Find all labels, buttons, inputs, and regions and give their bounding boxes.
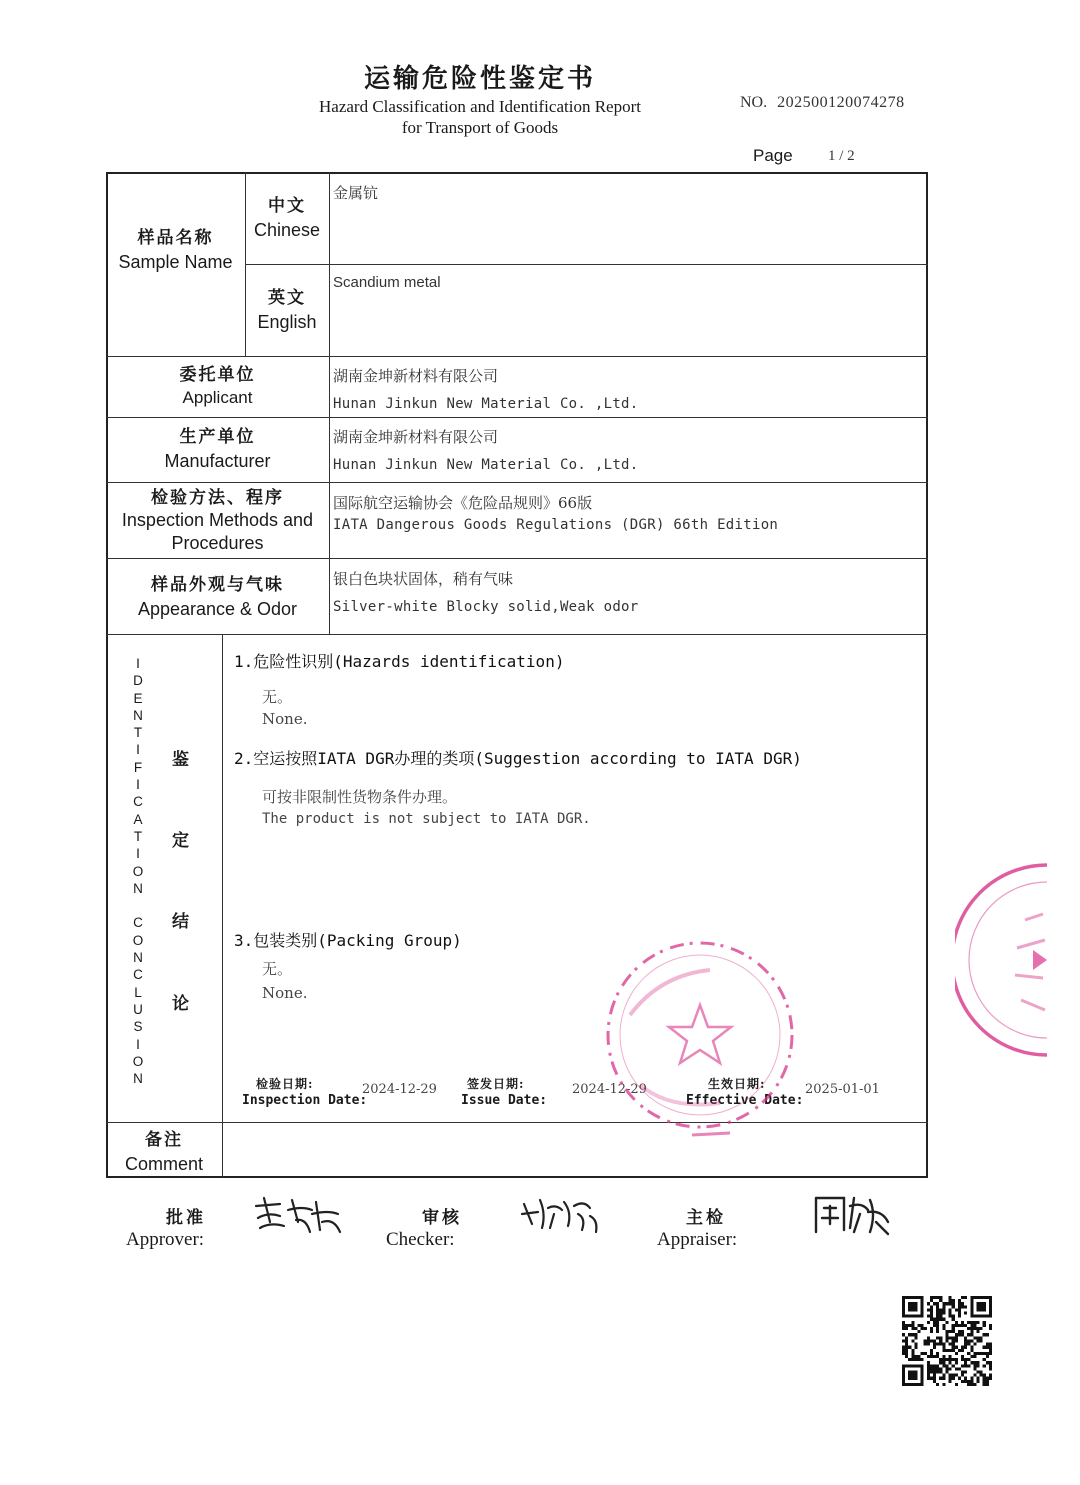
divider: [106, 356, 928, 357]
issue-date-label-cn: [467, 1073, 524, 1092]
issue-date-cn: 签发日期:: [467, 1077, 525, 1091]
inspection-methods-label-en-line1: Inspection Methods and: [121, 510, 314, 531]
checker-label-cn: 审核: [422, 1208, 462, 1228]
inspection-methods-label-en-line2: Procedures: [171, 533, 264, 554]
effective-date-label-en: Effective Date:: [686, 1093, 804, 1108]
applicant-label-cn: 委托单位: [179, 365, 256, 385]
manufacturer-label: [106, 426, 329, 473]
page-label: Page: [753, 146, 793, 165]
conclusion-char-4: 论: [172, 994, 189, 1014]
applicant-value-en: Hunan Jinkun New Material Co. ,Ltd.: [333, 396, 639, 412]
english-label-cn: 英文: [268, 288, 306, 308]
divider: [329, 172, 330, 634]
appearance-label-cn: 样品外观与气味: [151, 575, 284, 595]
report-number: [740, 94, 905, 112]
approver-label-en: Approver:: [126, 1229, 205, 1250]
packing-group-cn: 无。: [262, 960, 293, 978]
report-title-english-line1: Hazard Classification and Identification Report: [319, 97, 641, 116]
identification-conclusion-vertical-label: [130, 655, 146, 1087]
inspection-methods-value-en: IATA Dangerous Goods Regulations (DGR) 66th Edition: [333, 517, 779, 533]
inspection-date-label-en: Inspection Date:: [242, 1093, 368, 1108]
sample-name-english-value: Scandium metal: [333, 274, 441, 291]
applicant-label: [106, 364, 329, 410]
comment-label-cn: 备注: [145, 1130, 183, 1150]
report-table: [106, 172, 928, 1178]
report-title-chinese: 运输危险性鉴定书: [363, 64, 596, 94]
comment-label-en: Comment: [124, 1153, 204, 1174]
hazards-identification-heading: 1.危险性识别(Hazards identification): [234, 652, 565, 671]
iata-suggestion-en: The product is not subject to IATA DGR.: [262, 811, 591, 827]
inspection-methods-label: [106, 487, 329, 556]
inspection-methods-value-cn: 国际航空运输协会《危险品规则》66版: [333, 494, 593, 512]
inspection-methods-label-cn: 检验方法、程序: [151, 488, 284, 508]
sample-name-chinese-value: 金属钪: [333, 184, 379, 202]
appearance-label-en: Appearance & Odor: [137, 598, 298, 619]
manufacturer-label-en: Manufacturer: [164, 450, 271, 471]
appraiser-signature: [810, 1192, 892, 1238]
report-number-value: 202500120074278: [777, 94, 905, 111]
appraiser-label-en: Appraiser:: [657, 1229, 738, 1250]
issue-date-label-en: Issue Date:: [461, 1093, 548, 1108]
manufacturer-value-cn: 湖南金坤新材料有限公司: [333, 428, 499, 446]
english-label: [245, 287, 329, 334]
effective-date-value: 2025-01-01: [805, 1082, 880, 1097]
applicant-label-en: Applicant: [182, 387, 253, 407]
official-seal-stamp: [600, 935, 800, 1145]
manufacturer-label-cn: 生产单位: [179, 427, 256, 447]
report-title-english-line2: for Transport of Goods: [401, 118, 559, 137]
packing-group-en: None.: [262, 984, 308, 1002]
divider: [106, 482, 928, 483]
sample-name-label-cn: 样品名称: [137, 228, 214, 248]
inspection-date-label-cn: [256, 1073, 313, 1092]
conclusion-char-3: 结: [172, 912, 189, 932]
conclusion-char-2: 定: [172, 831, 189, 851]
english-label-en: English: [257, 311, 317, 332]
checker-signature: [520, 1194, 602, 1236]
divider: [222, 634, 223, 1178]
iata-suggestion-cn: 可按非限制性货物条件办理。: [262, 788, 458, 806]
comment-label: [106, 1129, 222, 1176]
inspection-date-cn: 检验日期:: [256, 1077, 314, 1091]
inspection-date-value: 2024-12-29: [362, 1082, 437, 1097]
packing-group-heading: 3.包装类别(Packing Group): [234, 931, 462, 950]
conclusion-char-1: 鉴: [172, 750, 189, 770]
report-number-label: NO.: [740, 94, 768, 111]
cross-page-seal-stamp: [955, 860, 1050, 1065]
appearance-value-cn: 银白色块状固体，稍有气味: [333, 570, 514, 588]
divider: [106, 1122, 928, 1123]
divider: [106, 558, 928, 559]
appearance-label: [106, 574, 329, 621]
vertical-label-chars: I D E N T I F I C A T I O N C O N C L U S I O N: [132, 656, 144, 1087]
iata-suggestion-heading: 2.空运按照IATA DGR办理的类项(Suggestion according to IATA DGR): [234, 749, 802, 768]
divider: [106, 634, 928, 635]
issue-date-value: 2024-12-29: [572, 1082, 647, 1097]
chinese-label: [245, 195, 329, 242]
sample-name-label: [106, 227, 245, 274]
manufacturer-value-en: Hunan Jinkun New Material Co. ,Ltd.: [333, 457, 639, 473]
hazards-identification-cn: 无。: [262, 688, 293, 706]
chinese-label-cn: 中文: [268, 196, 306, 216]
approver-label-cn: 批准: [166, 1208, 206, 1228]
hazards-identification-en: None.: [262, 710, 308, 728]
page-number: 1 / 2: [828, 148, 855, 164]
divider: [245, 264, 928, 265]
divider: [106, 417, 928, 418]
appraiser-label-cn: 主检: [686, 1208, 726, 1228]
appearance-value-en: Silver-white Blocky solid,Weak odor: [333, 599, 639, 615]
checker-label-en: Checker:: [386, 1229, 455, 1250]
approver-signature: [250, 1192, 345, 1242]
applicant-value-cn: 湖南金坤新材料有限公司: [333, 367, 499, 385]
sample-name-label-en: Sample Name: [118, 251, 233, 272]
effective-date-cn: 生效日期:: [708, 1077, 766, 1091]
qr-code: [902, 1296, 992, 1386]
chinese-label-en: Chinese: [253, 219, 321, 240]
